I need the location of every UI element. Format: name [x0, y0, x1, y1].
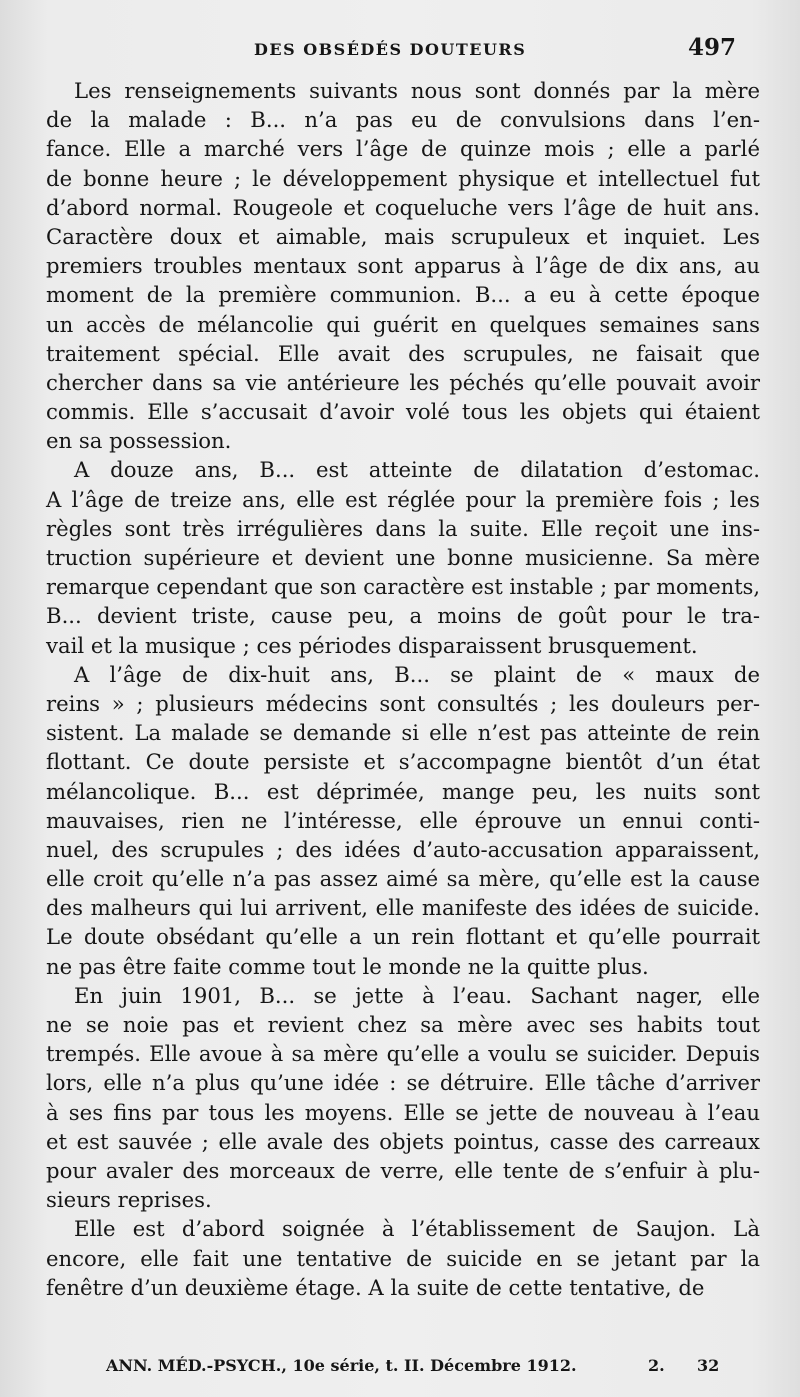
text-line: un accès de mélancolie qui guérit en quelques semaines sans [46, 311, 760, 337]
text-line: lors, elle n’a plus qu’une idée : se détruire. Elle tâche d’arriver [46, 1070, 760, 1096]
text-line: encore, elle fait une tentative de suicide en se jetant par la [46, 1245, 760, 1271]
text-line: d’abord normal. Rougeole et coqueluche vers l’âge de huit ans. [46, 194, 760, 220]
running-head: DES OBSÉDÉS DOUTEURS [254, 40, 527, 59]
text-line: elle croit qu’elle n’a pas assez aimé sa mère, qu’elle est la cause [46, 866, 760, 892]
text-line: ne se noie pas et revient chez sa mère avec ses habits tout [46, 1012, 760, 1037]
text-line: commis. Elle s’accusait d’avoir volé tous les objets qui étaient [46, 399, 760, 425]
journal-citation: ANN. MÉD.-PSYCH., 10e série, t. II. Décembre 1912. [106, 1356, 577, 1375]
text-line: fenêtre d’un deuxième étage. A la suite de cette tentative, de [46, 1274, 705, 1300]
text-line: premiers troubles mentaux sont apparus à l’âge de dix ans, au [46, 253, 760, 279]
text-line: mauvaises, rien ne l’intéresse, elle éprouve un ennui conti- [46, 807, 760, 833]
text-line: fance. Elle a marché vers l’âge de quinze mois ; elle a parlé [46, 136, 760, 162]
body-text [46, 76, 760, 1302]
text-line: A douze ans, B... est atteinte de dilatation d’estomac. [74, 457, 760, 483]
text-line: remarque cependant que son caractère est instable ; par moments, [46, 574, 760, 600]
text-line: règles sont très irrégulières dans la suite. Elle reçoit une ins- [46, 515, 760, 541]
text-line: et est sauvée ; elle avale des objets pointus, casse des carreaux [46, 1128, 760, 1154]
text-line: sieurs reprises. [46, 1187, 212, 1213]
text-line: trempés. Elle avoue à sa mère qu’elle a voulu se suicider. Depuis [46, 1041, 760, 1067]
text-line: reins » ; plusieurs médecins sont consultés ; les douleurs per- [46, 690, 760, 716]
text-line: moment de la première communion. B... a eu à cette époque [46, 282, 760, 308]
sheet-number: 32 [697, 1356, 720, 1375]
text-line: Elle est d’abord soignée à l’établissement de Saujon. Là [74, 1216, 760, 1242]
text-line: chercher dans sa vie antérieure les péchés qu’elle pouvait avoir [46, 369, 760, 395]
text-line: en sa possession. [46, 428, 232, 454]
text-line: A l’âge de dix-huit ans, B... se plaint de « maux de [74, 661, 760, 687]
text-line: vail et la musique ; ces périodes disparaissent brusquement. [46, 632, 698, 658]
text-line: des malheurs qui lui arrivent, elle manifeste des idées de suicide. [46, 895, 760, 921]
text-line: sistent. La malade se demande si elle n’est pas atteinte de rein [46, 720, 760, 746]
text-line: mélancolique. B... est déprimée, mange peu, les nuits sont [46, 778, 760, 804]
text-line: pour avaler des morceaux de verre, elle tente de s’enfuir à plu- [46, 1157, 760, 1183]
text-line: de bonne heure ; le développement physique et intellectuel fut [46, 165, 760, 191]
text-line: Les renseignements suivants nous sont donnés par la mère [74, 78, 760, 103]
text-line: Le doute obsédant qu’elle a un rein flottant et qu’elle pourrait [46, 924, 760, 950]
text-line: traitement spécial. Elle avait des scrupules, ne faisait que [46, 340, 760, 366]
text-line: ne pas être faite comme tout le monde ne la quitte plus. [46, 953, 649, 979]
text-line: En juin 1901, B... se jette à l’eau. Sachant nager, elle [74, 982, 760, 1008]
text-line: A l’âge de treize ans, elle est réglée pour la première fois ; les [46, 486, 760, 512]
page-number: 497 [688, 34, 737, 61]
text-line: à ses fins par tous les moyens. Elle se jette de nouveau à l’eau [46, 1099, 760, 1125]
text-line: B... devient triste, cause peu, a moins de goût pour le tra- [46, 603, 760, 629]
signature-mark: 2. [648, 1356, 665, 1375]
text-line: de la malade : B... n’a pas eu de convulsions dans l’en- [46, 107, 760, 133]
text-line: nuel, des scrupules ; des idées d’auto-accusation apparaissent, [46, 836, 760, 862]
text-line: truction supérieure et devient une bonne musicienne. Sa mère [46, 545, 760, 570]
text-line: flottant. Ce doute persiste et s’accompagne bientôt d’un état [46, 749, 760, 775]
text-line: Caractère doux et aimable, mais scrupuleux et inquiet. Les [46, 223, 760, 249]
page-footer [0, 1356, 800, 1382]
page-header [0, 34, 800, 66]
